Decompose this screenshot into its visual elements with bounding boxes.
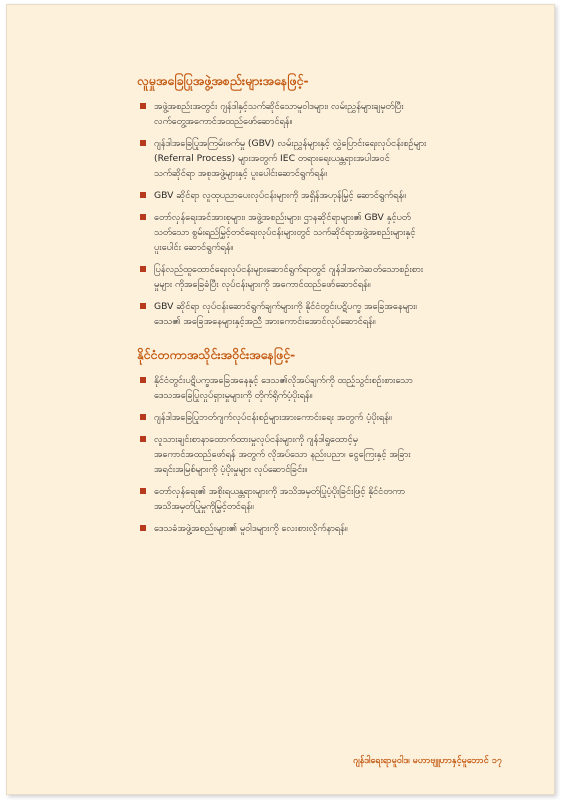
list-item-text: ပြန်လည်ထူထောင်ရေးလုပ်ငန်းများဆောင်ရွက်ရာတွင် ဂျန်ဒါအကဲဆတ်သောစဉ်းစားမှုများ ကိုအခြေခံပြီး လုပ်ငန်းများကို အကောင်ထည်ဖော်ဆောင်ရန်။: [154, 264, 424, 290]
list-item: [137, 410, 427, 425]
list-item-text: ဂျန်ဒါအခြေပြုဘတ်ဂျက်လုပ်ငန်းစဉ်များအားကောင်းရေး အတွက် ပံ့ပိုးရန်။: [154, 412, 392, 423]
square-bullet-icon: [140, 140, 146, 146]
square-bullet-icon: [140, 436, 146, 442]
list-item: [137, 262, 427, 292]
square-bullet-icon: [140, 103, 146, 109]
list-item-text: တော်လှန်ရေး၏ အစိုးရယန္တရားများကို အသိအမှတ်ပြုပံ့ပိုးခြင်းဖြင့် နိုင်ငံတကာ အသိအမှတ်ပြုမှုကိုမြှင့်တင်ရန်။: [154, 486, 405, 512]
list-item-text: နိုင်ငံတွင်းပဋိပက္ခအခြေအနေနှင့် ဒေသ၏လိုအပ်ချက်ကို ထည့်သွင်းစဉ်းစားသော ဒေသအခြေပြုလှုပ်ရှားမှုများကို တိုက်ရိုက်ပံ့ပိုးရန်။: [154, 375, 413, 401]
list-item-text: GBV ဆိုင်ရာ လုပ်ငန်းဆောင်ရွက်ချက်များကို နိုင်ငံတွင်းပဋိပက္ခ အခြေအနေများ၊ ဒေသ၏ အခြေအနေများနှင့်အညီ အားကောင်းအောင်လုပ်ဆောင်ရန်။: [154, 301, 417, 327]
list-item-text: လူသားချင်းစာနာထောက်ထားမှုလုပ်ငန်းများကို ဂျန်ဒါရှုထောင့်မှ အကောင်အထည်ဖော်ရန် အတွက် လိုအပ်သော နည်းပညာ၊ ငွေကြေးနှင့် အခြားအရင်းအမြစ်များကို ပံ့ပိုးမှုများ လုပ်ဆောင်ခြင်း။: [154, 434, 411, 475]
community-section-heading: လူမှုအခြေပြုအဖွဲ့အစည်းများအနေဖြင့်-: [137, 73, 309, 88]
list-item: [137, 188, 427, 203]
list-item: [137, 373, 427, 403]
square-bullet-icon: [140, 488, 146, 494]
square-bullet-icon: [140, 525, 146, 531]
list-item: [137, 484, 427, 514]
square-bullet-icon: [140, 303, 146, 309]
list-item: [137, 299, 427, 329]
list-item: [137, 136, 427, 181]
community-recommendation-list: [137, 99, 427, 329]
international-section-heading: နိုင်ငံတကာအသိုင်းအဝိုင်းအနေဖြင့်-: [137, 347, 296, 362]
list-item-text: တော်လှန်ရေးအင်အားစုများ၊ အဖွဲ့အစည်းများ၊ ဌာနဆိုင်ရာများ၏ GBV နှင့်ပတ်သတ်သော စွမ်းရည်မြှင့်တင်ရေးလုပ်ငန်းများတွင် သက်ဆိုင်ရာအဖွဲ့အစည်းများနှင့် ပူးပေါင်း ဆောင်ရွက်ရန်။: [154, 212, 416, 253]
list-item-text: GBV ဆိုင်ရာ လူထုပညာပေးလုပ်ငန်းများကို အရှိန်အဟုန်မြှင့် ဆောင်ရွက်ရန်။: [154, 190, 406, 201]
international-recommendation-list: [137, 373, 427, 536]
list-item-text: အဖွဲ့အစည်းအတွင်း ဂျန်ဒါနှင့်သက်ဆိုင်သောမူဝါဒများ၊ လမ်းညွှန်များချမှတ်ပြီး လက်တွေ့အကောင်အထည်ဖော်ဆောင်ရန်။: [154, 101, 404, 127]
document-page: [6, 4, 555, 795]
page-footer: ဂျန်ဒါရေးရာမူဝါဒ၊ မဟာဗျူဟာနှင့်မူဘောင် ၁၇: [353, 756, 502, 766]
square-bullet-icon: [140, 192, 146, 198]
square-bullet-icon: [140, 266, 146, 272]
square-bullet-icon: [140, 214, 146, 220]
page-content: [137, 73, 427, 543]
list-item: [137, 521, 427, 536]
list-item: [137, 432, 427, 477]
square-bullet-icon: [140, 414, 146, 420]
list-item-text: ဂျန်ဒါအခြေပြုအကြမ်းဖက်မှု (GBV) လမ်းညွှန်များနှင့် လွှဲပြောင်းရေးလုပ်ငန်းစဉ်များ (Referral Process) များအတွက် IEC တရားရေးယန္တရားအပါအဝင် သက်ဆိုင်ရာ အစုအဖွဲ့များနှင့် ပူးပေါင်းဆောင်ရွက်ရန်။: [154, 138, 427, 179]
square-bullet-icon: [140, 377, 146, 383]
list-item-text: ဒေသခံအဖွဲ့အစည်းများ၏ မူဝါဒများကို လေးစားလိုက်နာရန်။: [154, 523, 348, 534]
list-item: [137, 99, 427, 129]
list-item: [137, 210, 427, 255]
